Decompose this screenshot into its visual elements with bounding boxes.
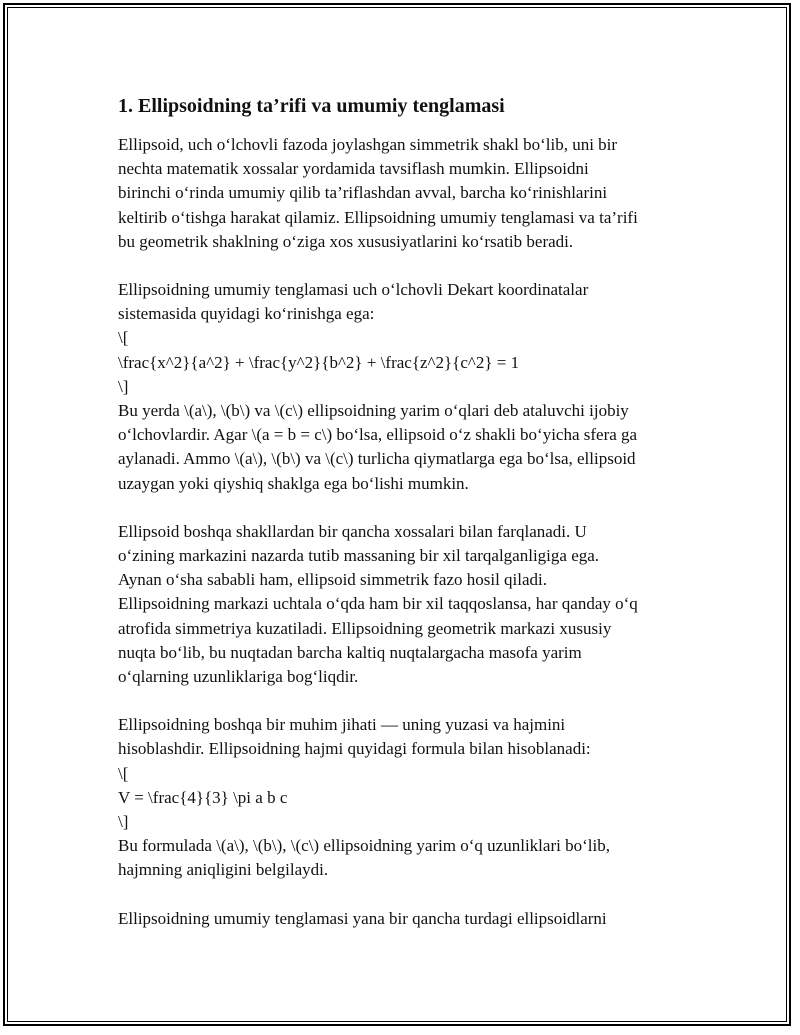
text-line: Aynan o‘sha sababli ham, ellipsoid simmetrik fazo hosil qiladi. bbox=[118, 570, 548, 590]
paragraph-volume bbox=[118, 713, 688, 882]
paragraph-equation bbox=[118, 278, 688, 496]
formula-ellipsoid-equation: \frac{x^2}{a^2} + \frac{y^2}{b^2} + \frac{z^2}{c^2} = 1 bbox=[118, 352, 520, 372]
text-line: Ellipsoidning umumiy tenglamasi yana bir qancha turdagi ellipsoidlarni bbox=[118, 908, 607, 928]
text-line: hajmning aniqligini belgilaydi. bbox=[118, 860, 329, 880]
text-line: Ellipsoid, uch o‘lchovli fazoda joylashgan simmetrik shakl bo‘lib, uni bir bbox=[118, 135, 618, 154]
text-line: aylanadi. Ammo \(a\), \(b\) va \(c\) turlicha qiymatlarga ega bo‘lsa, ellipsoid bbox=[118, 449, 636, 469]
formula-close: \] bbox=[118, 812, 129, 832]
text-line: Ellipsoidning umumiy tenglamasi uch o‘lchovli Dekart koordinatalar bbox=[118, 280, 589, 300]
formula-open: \[ bbox=[118, 763, 129, 783]
formula-close: \] bbox=[118, 376, 129, 396]
text-line: nechta matematik xossalar yordamida tavsiflash mumkin. Ellipsoidni bbox=[118, 159, 589, 179]
paragraph-definition bbox=[118, 133, 688, 254]
text-line: sistemasida quyidagi ko‘rinishga ega: bbox=[118, 304, 375, 324]
text-line: o‘qlarning uzunliklariga bog‘liqdir. bbox=[118, 667, 359, 687]
text-line: hisoblashdir. Ellipsoidning hajmi quyidagi formula bilan hisoblanadi: bbox=[118, 739, 591, 759]
document-body bbox=[118, 92, 688, 955]
formula-open: \[ bbox=[118, 328, 129, 348]
text-line: Ellipsoidning markazi uchtala o‘qda ham bir xil taqqoslansa, har qanday o‘q bbox=[118, 594, 638, 614]
text-line: Ellipsoidning boshqa bir muhim jihati — uning yuzasi va hajmini bbox=[118, 715, 566, 735]
text-line: birinchi o‘rinda umumiy qilib ta’riflashdan avval, barcha ko‘rinishlarini bbox=[118, 183, 608, 203]
text-line: o‘zining markazini nazarda tutib massaning bir xil tarqalganligiga ega. bbox=[118, 546, 600, 566]
paragraph-types bbox=[118, 907, 688, 931]
text-line: Bu formulada \(a\), \(b\), \(c\) ellipsoidning yarim o‘q uzunliklari bo‘lib, bbox=[118, 836, 610, 856]
section-heading: 1. Ellipsoidning ta’rifi va umumiy tenglamasi bbox=[118, 95, 505, 117]
text-line: bu geometrik shaklning o‘ziga xos xususiyatlarini ko‘rsatib beradi. bbox=[118, 231, 574, 251]
text-line: keltirib o‘tishga harakat qilamiz. Ellipsoidning umumiy tenglamasi va ta’rifi bbox=[118, 207, 638, 227]
text-line: nuqta bo‘lib, bu nuqtadan barcha kaltiq nuqtalargacha masofa yarim bbox=[118, 642, 582, 662]
text-line: o‘lchovlardir. Agar \(a = b = c\) bo‘lsa, ellipsoid o‘z shakli bo‘yicha sfera ga bbox=[118, 425, 638, 445]
text-line: atrofida simmetriya kuzatiladi. Ellipsoidning geometrik markazi xususiy bbox=[118, 618, 612, 638]
text-line: Bu yerda \(a\), \(b\) va \(c\) ellipsoidning yarim o‘qlari deb ataluvchi ijobiy bbox=[118, 401, 629, 421]
text-line: Ellipsoid boshqa shakllardan bir qancha xossalari bilan farqlanadi. U bbox=[118, 521, 587, 541]
formula-volume: V = \frac{4}{3} \pi a b c bbox=[118, 787, 288, 807]
paragraph-properties bbox=[118, 520, 688, 689]
text-line: uzaygan yoki qiyshiq shaklga ega bo‘lishi mumkin. bbox=[118, 473, 469, 493]
